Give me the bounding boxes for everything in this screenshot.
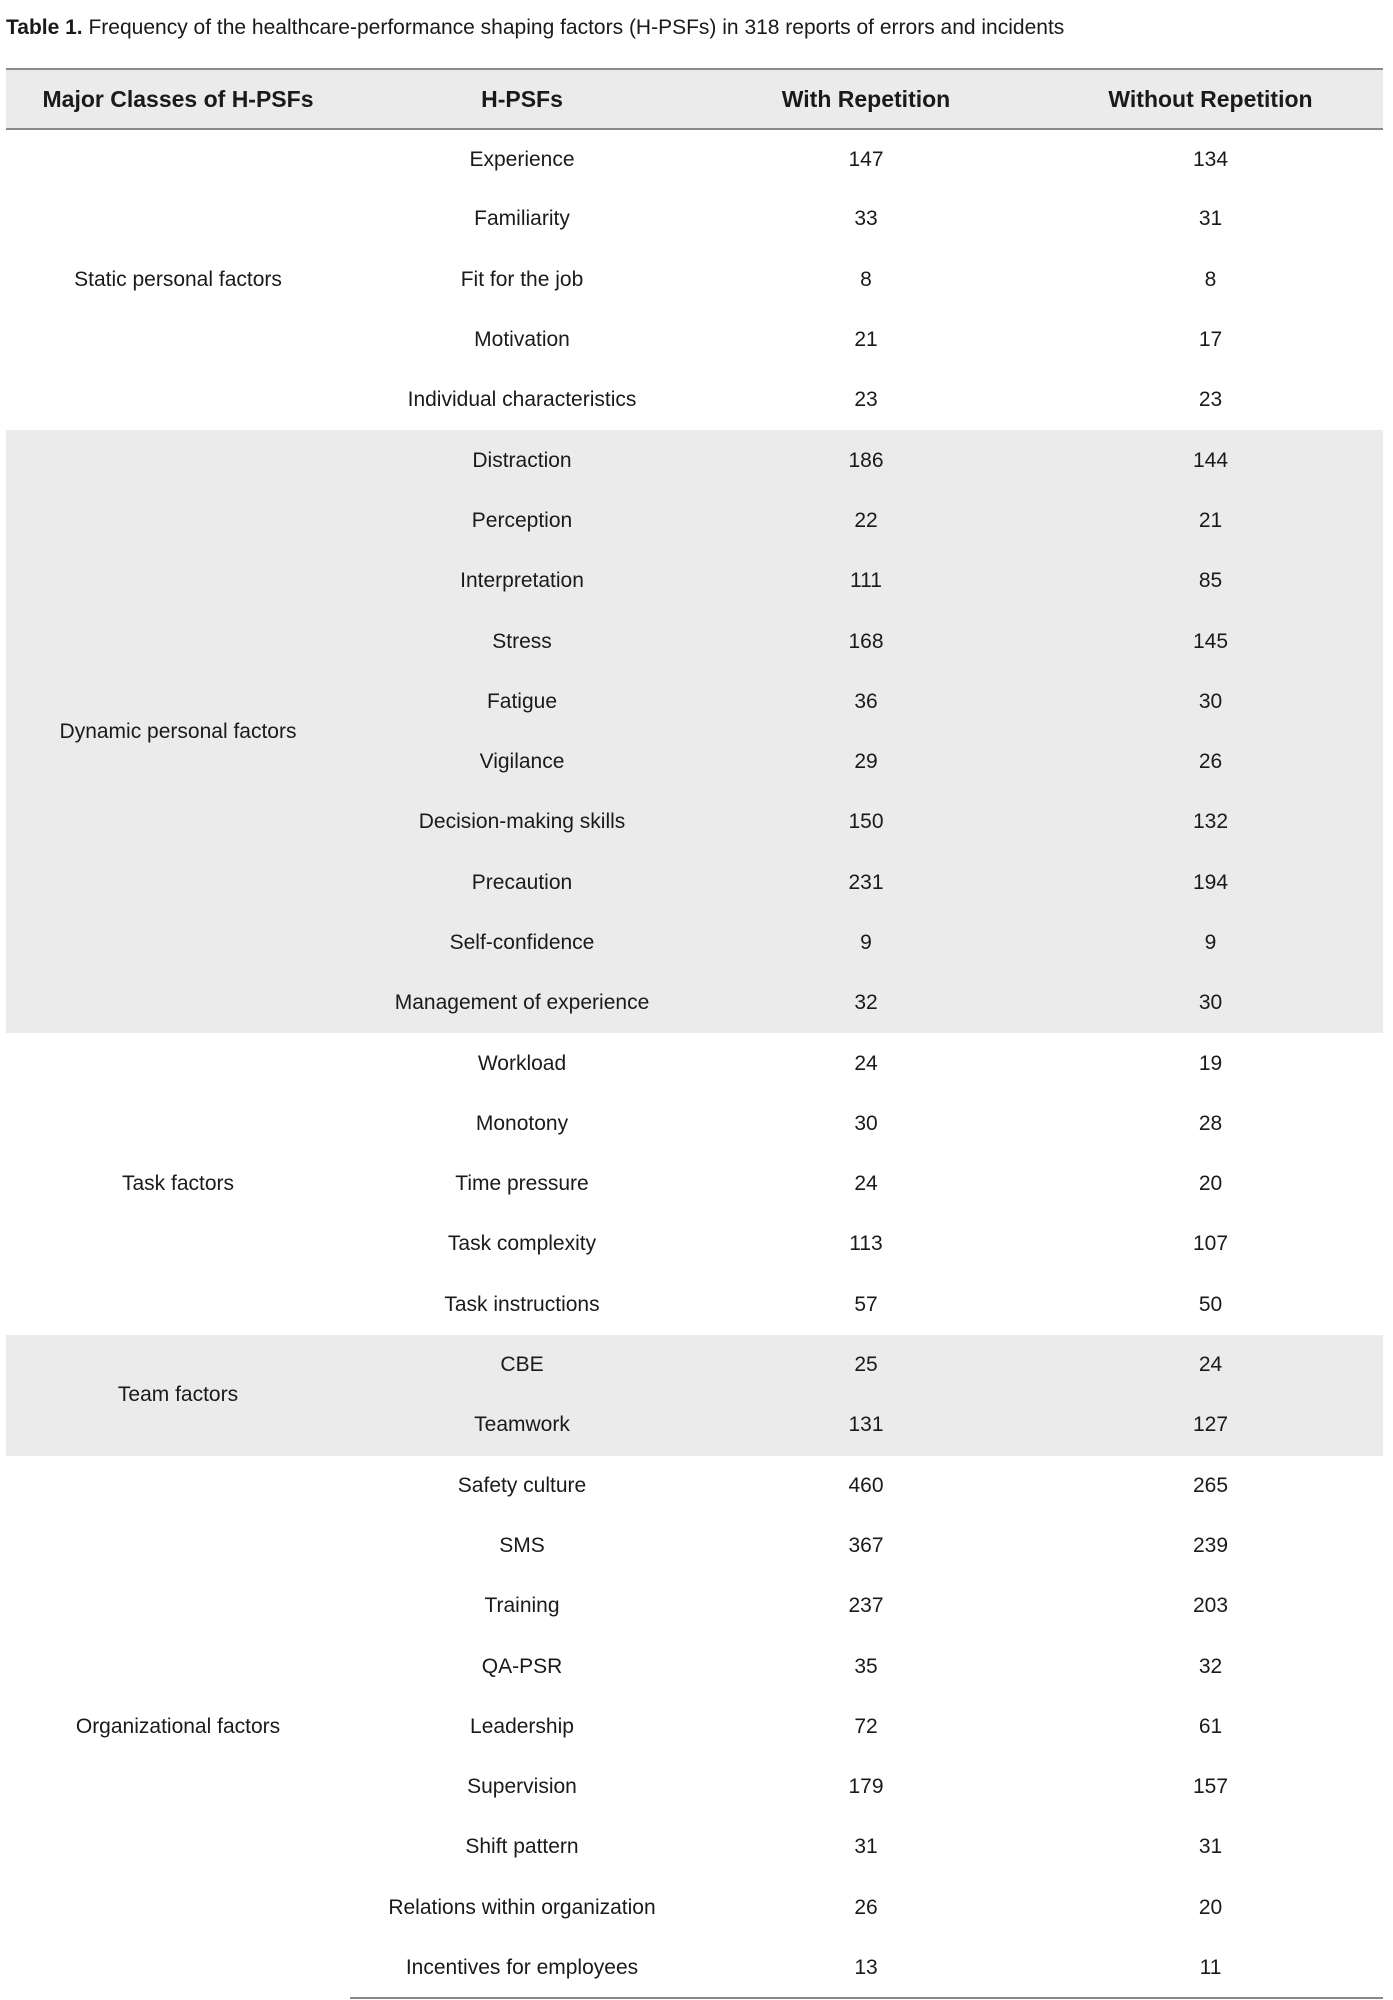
- table-group: [6, 129, 1383, 430]
- h-psf-cell: SMS: [350, 1516, 694, 1576]
- with-repetition-cell: 179: [694, 1757, 1038, 1817]
- h-psf-cell: Workload: [350, 1033, 694, 1093]
- caption-label: Table 1.: [6, 16, 83, 39]
- without-repetition-cell: 30: [1038, 672, 1383, 732]
- hpsf-frequency-table: [6, 68, 1383, 1999]
- with-repetition-cell: 72: [694, 1697, 1038, 1757]
- h-psf-cell: Familiarity: [350, 189, 694, 249]
- table-row: [6, 1335, 1383, 1395]
- with-repetition-cell: 367: [694, 1516, 1038, 1576]
- table-row: [6, 430, 1383, 490]
- with-repetition-cell: 460: [694, 1456, 1038, 1516]
- without-repetition-cell: 19: [1038, 1033, 1383, 1093]
- without-repetition-cell: 157: [1038, 1757, 1383, 1817]
- h-psf-cell: Interpretation: [350, 551, 694, 611]
- with-repetition-cell: 168: [694, 611, 1038, 671]
- with-repetition-cell: 147: [694, 129, 1038, 189]
- major-class-cell: Team factors: [6, 1335, 350, 1456]
- without-repetition-cell: 203: [1038, 1576, 1383, 1636]
- without-repetition-cell: 28: [1038, 1094, 1383, 1154]
- with-repetition-cell: 30: [694, 1094, 1038, 1154]
- h-psf-cell: Training: [350, 1576, 694, 1636]
- table-row: [6, 1456, 1383, 1516]
- h-psf-cell: Individual characteristics: [350, 370, 694, 430]
- without-repetition-cell: 24: [1038, 1335, 1383, 1395]
- with-repetition-cell: 24: [694, 1033, 1038, 1093]
- header-major-classes: Major Classes of H-PSFs: [6, 69, 350, 129]
- without-repetition-cell: 20: [1038, 1878, 1383, 1938]
- with-repetition-cell: 22: [694, 491, 1038, 551]
- major-class-cell: Task factors: [6, 1033, 350, 1334]
- without-repetition-cell: 11: [1038, 1938, 1383, 1998]
- h-psf-cell: Incentives for employees: [350, 1938, 694, 1998]
- with-repetition-cell: 57: [694, 1275, 1038, 1335]
- without-repetition-cell: 194: [1038, 853, 1383, 913]
- header-h-psfs: H-PSFs: [350, 69, 694, 129]
- h-psf-cell: CBE: [350, 1335, 694, 1395]
- h-psf-cell: QA-PSR: [350, 1636, 694, 1696]
- h-psf-cell: Shift pattern: [350, 1817, 694, 1877]
- without-repetition-cell: 145: [1038, 611, 1383, 671]
- table-group: [6, 1456, 1383, 1999]
- without-repetition-cell: 17: [1038, 310, 1383, 370]
- without-repetition-cell: 85: [1038, 551, 1383, 611]
- h-psf-cell: Distraction: [350, 430, 694, 490]
- without-repetition-cell: 20: [1038, 1154, 1383, 1214]
- table-group: [6, 430, 1383, 1033]
- h-psf-cell: Time pressure: [350, 1154, 694, 1214]
- with-repetition-cell: 36: [694, 672, 1038, 732]
- table-group: [6, 1335, 1383, 1456]
- with-repetition-cell: 13: [694, 1938, 1038, 1998]
- with-repetition-cell: 26: [694, 1878, 1038, 1938]
- without-repetition-cell: 61: [1038, 1697, 1383, 1757]
- h-psf-cell: Fatigue: [350, 672, 694, 732]
- without-repetition-cell: 144: [1038, 430, 1383, 490]
- without-repetition-cell: 127: [1038, 1395, 1383, 1455]
- with-repetition-cell: 31: [694, 1817, 1038, 1877]
- with-repetition-cell: 29: [694, 732, 1038, 792]
- h-psf-cell: Teamwork: [350, 1395, 694, 1455]
- with-repetition-cell: 150: [694, 792, 1038, 852]
- with-repetition-cell: 231: [694, 853, 1038, 913]
- with-repetition-cell: 113: [694, 1214, 1038, 1274]
- with-repetition-cell: 23: [694, 370, 1038, 430]
- table-row: [6, 129, 1383, 189]
- header-without-repetition: Without Repetition: [1038, 69, 1383, 129]
- with-repetition-cell: 186: [694, 430, 1038, 490]
- h-psf-cell: Decision-making skills: [350, 792, 694, 852]
- without-repetition-cell: 239: [1038, 1516, 1383, 1576]
- h-psf-cell: Relations within organization: [350, 1878, 694, 1938]
- without-repetition-cell: 30: [1038, 973, 1383, 1033]
- with-repetition-cell: 237: [694, 1576, 1038, 1636]
- without-repetition-cell: 50: [1038, 1275, 1383, 1335]
- with-repetition-cell: 24: [694, 1154, 1038, 1214]
- h-psf-cell: Vigilance: [350, 732, 694, 792]
- h-psf-cell: Stress: [350, 611, 694, 671]
- without-repetition-cell: 32: [1038, 1636, 1383, 1696]
- with-repetition-cell: 21: [694, 310, 1038, 370]
- without-repetition-cell: 21: [1038, 491, 1383, 551]
- h-psf-cell: Management of experience: [350, 973, 694, 1033]
- table-group: [6, 1033, 1383, 1334]
- without-repetition-cell: 23: [1038, 370, 1383, 430]
- without-repetition-cell: 134: [1038, 129, 1383, 189]
- with-repetition-cell: 9: [694, 913, 1038, 973]
- without-repetition-cell: 265: [1038, 1456, 1383, 1516]
- h-psf-cell: Task instructions: [350, 1275, 694, 1335]
- without-repetition-cell: 107: [1038, 1214, 1383, 1274]
- header-with-repetition: With Repetition: [694, 69, 1038, 129]
- h-psf-cell: Safety culture: [350, 1456, 694, 1516]
- without-repetition-cell: 31: [1038, 189, 1383, 249]
- table-row: [6, 1033, 1383, 1093]
- without-repetition-cell: 9: [1038, 913, 1383, 973]
- h-psf-cell: Supervision: [350, 1757, 694, 1817]
- without-repetition-cell: 26: [1038, 732, 1383, 792]
- h-psf-cell: Experience: [350, 129, 694, 189]
- major-class-cell: Static personal factors: [6, 129, 350, 430]
- h-psf-cell: Self-confidence: [350, 913, 694, 973]
- with-repetition-cell: 35: [694, 1636, 1038, 1696]
- h-psf-cell: Fit for the job: [350, 250, 694, 310]
- h-psf-cell: Monotony: [350, 1094, 694, 1154]
- table-header: [6, 69, 1383, 129]
- without-repetition-cell: 8: [1038, 250, 1383, 310]
- with-repetition-cell: 131: [694, 1395, 1038, 1455]
- without-repetition-cell: 132: [1038, 792, 1383, 852]
- h-psf-cell: Leadership: [350, 1697, 694, 1757]
- with-repetition-cell: 8: [694, 250, 1038, 310]
- h-psf-cell: Precaution: [350, 853, 694, 913]
- with-repetition-cell: 25: [694, 1335, 1038, 1395]
- caption-text: Frequency of the healthcare-performance shaping factors (H-PSFs) in 318 reports of errors and incidents: [82, 16, 1065, 39]
- header-row: [6, 69, 1383, 129]
- with-repetition-cell: 32: [694, 973, 1038, 1033]
- table-caption: [6, 14, 1386, 42]
- major-class-cell: Dynamic personal factors: [6, 430, 350, 1033]
- major-class-cell: Organizational factors: [6, 1456, 350, 1999]
- h-psf-cell: Perception: [350, 491, 694, 551]
- h-psf-cell: Task complexity: [350, 1214, 694, 1274]
- with-repetition-cell: 33: [694, 189, 1038, 249]
- h-psf-cell: Motivation: [350, 310, 694, 370]
- with-repetition-cell: 111: [694, 551, 1038, 611]
- without-repetition-cell: 31: [1038, 1817, 1383, 1877]
